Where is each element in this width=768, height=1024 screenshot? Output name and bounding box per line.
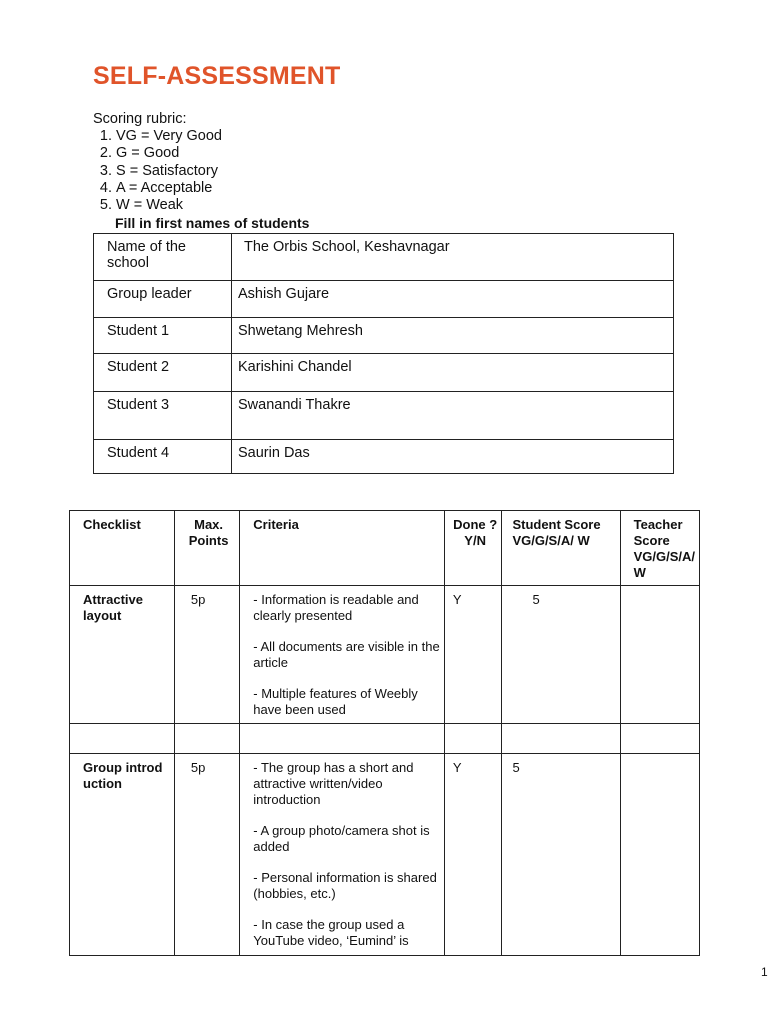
empty-cell	[502, 724, 620, 754]
scoring-rubric	[93, 111, 222, 214]
student-score: 5	[502, 586, 620, 724]
row-label: Student 4	[94, 440, 232, 474]
rubric-item: 3. S = Satisfactory	[116, 163, 222, 180]
row-value: Shwetang Mehresh	[232, 318, 674, 354]
table-row	[94, 392, 674, 440]
row-value: The Orbis School, Keshavnagar	[232, 234, 674, 281]
empty-cell	[174, 724, 239, 754]
criteria-item: - All documents are visible in the article	[253, 639, 440, 670]
row-label: Student 1	[94, 318, 232, 354]
row-value: Swanandi Thakre	[232, 392, 674, 440]
school-info-table	[93, 233, 674, 474]
row-value: Karishini Chandel	[232, 354, 674, 392]
empty-cell	[620, 724, 699, 754]
row-label: Student 2	[94, 354, 232, 392]
row-label: Group leader	[94, 281, 232, 318]
table-row	[94, 354, 674, 392]
empty-cell	[240, 724, 445, 754]
document-title: SELF-ASSESSMENT	[93, 62, 341, 90]
rubric-list	[93, 128, 222, 214]
page-number: 1	[761, 965, 768, 979]
table-row	[94, 234, 674, 281]
rubric-item: 1. VG = Very Good	[116, 128, 222, 145]
done-value: Y	[444, 754, 502, 956]
table-row	[70, 754, 700, 956]
header-teacher-score: Teacher Score VG/G/S/A/ W	[620, 511, 699, 586]
table-row	[94, 281, 674, 318]
rubric-heading: Scoring rubric:	[93, 111, 187, 127]
done-value: Y	[444, 586, 502, 724]
header-done: Done ? Y/N	[444, 511, 502, 586]
criteria-item: - Personal information is shared (hobbies, etc.)	[253, 870, 437, 901]
table-row	[70, 586, 700, 724]
assessment-checklist-table	[69, 510, 700, 956]
row-label: Name of the school	[94, 234, 232, 281]
teacher-score	[620, 754, 699, 956]
checklist-item: Attractive layout	[70, 586, 175, 724]
teacher-score	[620, 586, 699, 724]
row-label: Student 3	[94, 392, 232, 440]
max-points: 5p	[174, 586, 239, 724]
table-row	[94, 440, 674, 474]
criteria-item: - Multiple features of Weebly have been used	[253, 686, 418, 717]
header-student-score: Student Score VG/G/S/A/ W	[502, 511, 620, 586]
criteria-item: - The group has a short and attractive written/video introduction	[253, 760, 414, 807]
criteria-item: - A group photo/camera shot is added	[253, 823, 430, 854]
criteria-item: - Information is readable and clearly presented	[253, 592, 419, 623]
header-max-points: Max. Points	[174, 511, 239, 586]
row-value: Saurin Das	[232, 440, 674, 474]
checklist-item: Group introduction	[70, 754, 175, 956]
table-header-row	[70, 511, 700, 586]
header-checklist: Checklist	[70, 511, 175, 586]
empty-cell	[444, 724, 502, 754]
table-row-empty	[70, 724, 700, 754]
student-score: 5	[502, 754, 620, 956]
criteria-item: - In case the group used a YouTube video, ‘Eumind’ is	[253, 917, 409, 948]
criteria-list	[240, 754, 445, 956]
rubric-item: 4. A = Acceptable	[116, 180, 222, 197]
max-points: 5p	[174, 754, 239, 956]
fill-note: Fill in first names of students	[115, 215, 310, 231]
rubric-item: 5. W = Weak	[116, 197, 222, 214]
criteria-list	[240, 586, 445, 724]
table-row	[94, 318, 674, 354]
header-criteria: Criteria	[240, 511, 445, 586]
empty-cell	[70, 724, 175, 754]
row-value: Ashish Gujare	[232, 281, 674, 318]
rubric-item: 2. G = Good	[116, 145, 222, 162]
